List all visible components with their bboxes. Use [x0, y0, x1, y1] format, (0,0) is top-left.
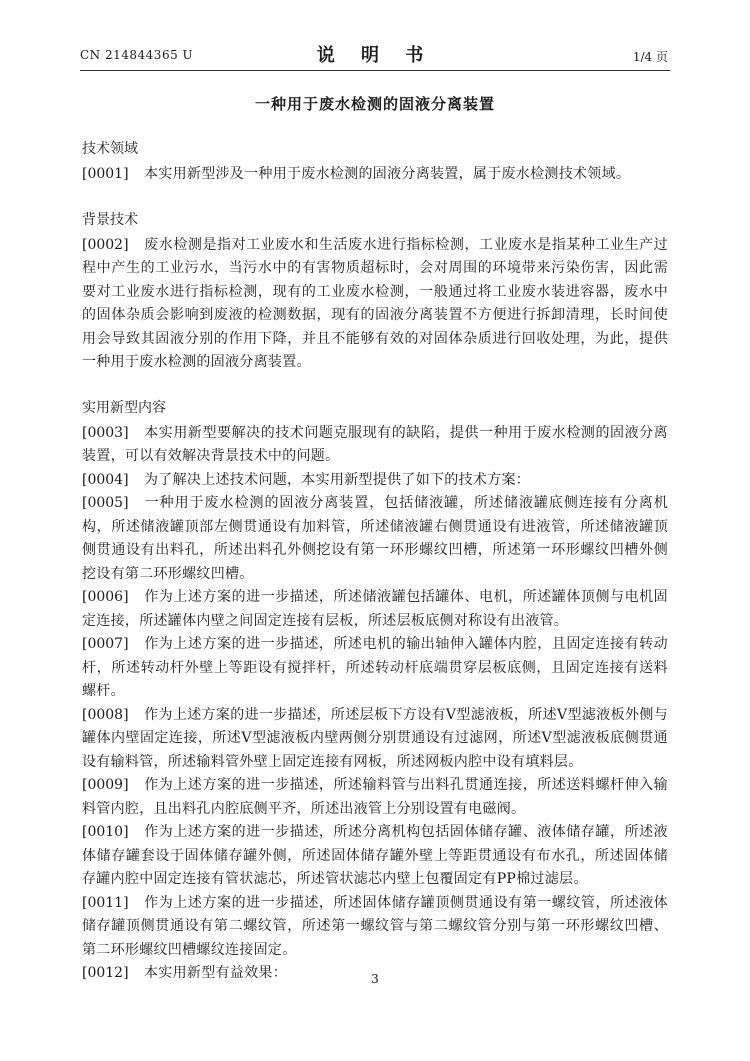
paragraph-number: [0006]: [82, 589, 129, 605]
paragraph: [82, 586, 668, 633]
paragraph: [82, 469, 668, 493]
document-title: 一种用于废水检测的固液分离装置: [254, 95, 495, 113]
paragraph-text: 废水检测是指对工业废水和生活废水进行指标检测，工业废水是指某种工业生产过程中产生的工业污水，当污水中的有害物质超标时，会对周围的环境带来污染伤害，因此需要对工业废水进行指标检测，现有的工业废水检测，一般通过将工业废水装进容器，废水中的固体杂质会影响到废液的检测数据，现有的固液分离装置不方便进行拆卸清理，长时间使用会导致其固液分别的作用下降，并且不能够有效的对固体杂质进行回收处理，为此，提供一种用于废水检测的固液分离装置。: [82, 236, 668, 370]
paragraph-text: 作为上述方案的进一步描述，所述电机的输出轴伸入罐体内腔，且固定连接有转动杆，所述转动杆外壁上等距设有搅拌杆，所述转动杆底端贯穿层板底侧，且固定连接有送料螺杆。: [82, 636, 668, 699]
paragraph-text: 本实用新型涉及一种用于废水检测的固液分离装置，属于废水检测技术领域。: [144, 166, 631, 182]
paragraph-number: [0012]: [82, 965, 129, 981]
paragraph: [82, 163, 668, 187]
section-heading: 背景技术: [82, 211, 138, 228]
header-divider: [80, 70, 670, 71]
paragraph-text: 本实用新型有益效果：: [144, 965, 287, 981]
paragraph-text: 作为上述方案的进一步描述，所述层板下方设有V型滤液板，所述V型滤液板外侧与罐体内壁固定连接，所述V型滤液板内壁两侧分别贯通设有过滤网，所述V型滤液板底侧贯通设有输料管，所述输料管外壁上固定连接有网板，所述网板内腔中设有填料层。: [82, 706, 668, 770]
paragraph: [82, 704, 668, 775]
section-heading: 技术领域: [82, 141, 138, 157]
paragraph: [82, 492, 668, 586]
paragraph: [82, 422, 668, 469]
patent-number: CN 214844365 U: [80, 48, 194, 62]
paragraph-number: [0009]: [82, 777, 129, 793]
page-indicator: 1/4 页: [632, 50, 668, 64]
paragraph-number: [0011]: [82, 894, 129, 911]
paragraph-number: [0007]: [82, 636, 129, 652]
paragraph: [82, 234, 668, 375]
document-body: [82, 118, 668, 986]
paragraph-number: [0008]: [82, 706, 129, 723]
paragraph-text: 作为上述方案的进一步描述，所述输料管与出料孔贯通连接，所述送料螺杆伸入输料管内腔，且出料孔内腔底侧平齐，所述出液管上分别设置有电磁阀。: [82, 777, 668, 817]
paragraph: [82, 821, 668, 892]
paragraph-text: 一种用于废水检测的固液分离装置，包括储液罐，所述储液罐底侧连接有分离机构，所述储液罐顶部左侧贯通设有加料管，所述储液罐右侧贯通设有进液管，所述储液罐顶侧贯通设有出料孔，所述出料孔外侧挖设有第一环形螺纹凹槽，所述第一环形螺纹凹槽外侧挖设有第二环形螺纹凹槽。: [82, 495, 668, 582]
paragraph-text: 作为上述方案的进一步描述，所述固体储存罐顶侧贯通设有第一螺纹管，所述液体储存罐顶侧贯通设有第二螺纹管，所述第一螺纹管与第二螺纹管分别与第一环形螺纹凹槽、第二环形螺纹凹槽螺纹连接固定。: [82, 894, 668, 958]
paragraph-number: [0004]: [82, 471, 129, 488]
paragraph-number: [0002]: [82, 236, 129, 253]
page-header: [0, 0, 750, 74]
paragraph-number: [0001]: [82, 166, 129, 182]
paragraph-text: 为了解决上述技术问题，本实用新型提供了如下的技术方案：: [144, 471, 531, 488]
paragraph: [82, 633, 668, 704]
paragraph: [82, 774, 668, 821]
paragraph-text: 作为上述方案的进一步描述，所述储液罐包括罐体、电机，所述罐体顶侧与电机固定连接，所述罐体内壁之间固定连接有层板，所述层板底侧对称设有出液管。: [82, 589, 668, 629]
paragraph-text: 本实用新型要解决的技术问题克服现有的缺陷，提供一种用于废水检测的固液分离装置，可以有效解决背景技术中的问题。: [82, 424, 668, 464]
page-number: 3: [371, 972, 379, 986]
paragraph-text: 作为上述方案的进一步描述，所述分离机构包括固体储存罐、液体储存罐，所述液体储存罐套设于固体储存罐外侧，所述固体储存罐外壁上等距贯通设有布水孔，所述固体储存罐内腔中固定连接有管状滤芯，所述管状滤芯内壁上包覆固定有PP棉过滤层。: [82, 824, 668, 887]
paragraph-number: [0005]: [82, 495, 129, 511]
document-type-label: 说 明 书: [316, 45, 434, 66]
paragraph: [82, 892, 668, 963]
paragraph-number: [0003]: [82, 424, 129, 441]
paragraph-number: [0010]: [82, 824, 129, 840]
section-heading: 实用新型内容: [82, 399, 166, 416]
